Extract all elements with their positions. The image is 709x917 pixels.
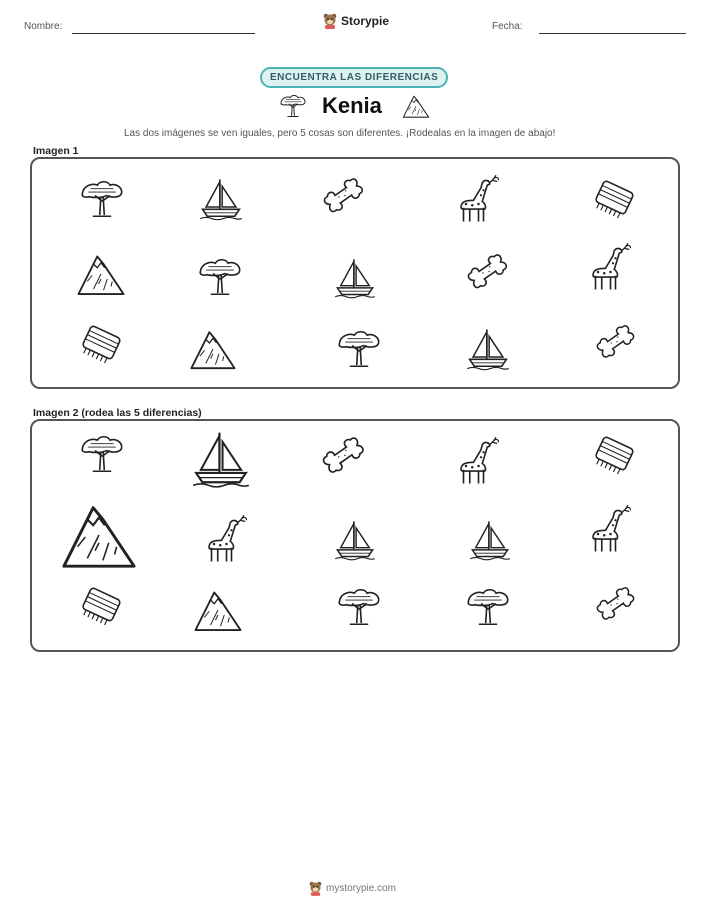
date-label: Fecha: bbox=[492, 21, 523, 32]
instructions: Las dos imágenes se ven iguales, pero 5 cosas son diferentes. ¡Rodealas en la imagen de abajo! bbox=[124, 128, 556, 139]
mountain-icon bbox=[400, 92, 432, 120]
giraffe-icon[interactable] bbox=[583, 242, 633, 292]
date-field[interactable] bbox=[539, 33, 686, 34]
bone-icon[interactable] bbox=[323, 176, 369, 222]
sailboat-icon[interactable] bbox=[333, 518, 377, 562]
mountain-icon[interactable] bbox=[193, 585, 243, 635]
bear-icon bbox=[323, 13, 337, 29]
image2-label: Imagen 2 (rodea las 5 diferencias) bbox=[33, 407, 202, 419]
brand-name: Storypie bbox=[341, 14, 390, 28]
image2-grid bbox=[30, 419, 680, 652]
name-label: Nombre: bbox=[24, 21, 63, 32]
sailboat-icon[interactable] bbox=[333, 256, 377, 300]
page-title: Kenia bbox=[322, 93, 382, 118]
acacia-tree-icon[interactable] bbox=[79, 176, 125, 222]
sailboat-icon[interactable] bbox=[465, 326, 511, 372]
footer bbox=[309, 881, 396, 896]
bone-icon[interactable] bbox=[596, 585, 640, 629]
image1-grid bbox=[30, 157, 680, 389]
mountain-icon[interactable] bbox=[76, 249, 126, 299]
sailboat-icon[interactable] bbox=[198, 176, 244, 222]
giraffe-icon[interactable] bbox=[199, 514, 249, 564]
bone-icon[interactable] bbox=[467, 252, 513, 298]
sailboat-icon[interactable] bbox=[190, 428, 252, 490]
sailboat-icon[interactable] bbox=[468, 518, 512, 562]
title-tree-icon-wrap bbox=[278, 92, 308, 120]
mountain-icon[interactable] bbox=[189, 325, 237, 373]
blanket-icon[interactable] bbox=[592, 432, 638, 478]
acacia-tree-icon[interactable] bbox=[336, 584, 382, 630]
giraffe-icon[interactable] bbox=[451, 436, 501, 486]
mountain-icon[interactable] bbox=[60, 496, 138, 574]
acacia-tree-icon[interactable] bbox=[336, 326, 382, 372]
footer-url[interactable]: mystorypie.com bbox=[326, 883, 397, 894]
blanket-icon[interactable] bbox=[79, 583, 125, 629]
giraffe-icon[interactable] bbox=[583, 504, 633, 554]
title-mountain-icon-wrap bbox=[400, 92, 432, 120]
name-field[interactable] bbox=[72, 33, 255, 34]
bear-icon bbox=[309, 881, 322, 896]
bone-icon[interactable] bbox=[322, 435, 370, 483]
giraffe-icon[interactable] bbox=[451, 174, 501, 224]
blanket-icon[interactable] bbox=[592, 176, 638, 222]
acacia-tree-icon[interactable] bbox=[465, 584, 511, 630]
brand-logo bbox=[323, 13, 389, 29]
acacia-tree-icon[interactable] bbox=[197, 254, 243, 300]
image1-label: Imagen 1 bbox=[33, 145, 79, 157]
acacia-tree-icon[interactable] bbox=[79, 431, 125, 477]
acacia-tree-icon bbox=[278, 92, 308, 120]
bone-icon[interactable] bbox=[596, 323, 640, 367]
activity-badge: ENCUENTRA LAS DIFERENCIAS bbox=[260, 67, 448, 88]
blanket-icon[interactable] bbox=[79, 321, 125, 367]
